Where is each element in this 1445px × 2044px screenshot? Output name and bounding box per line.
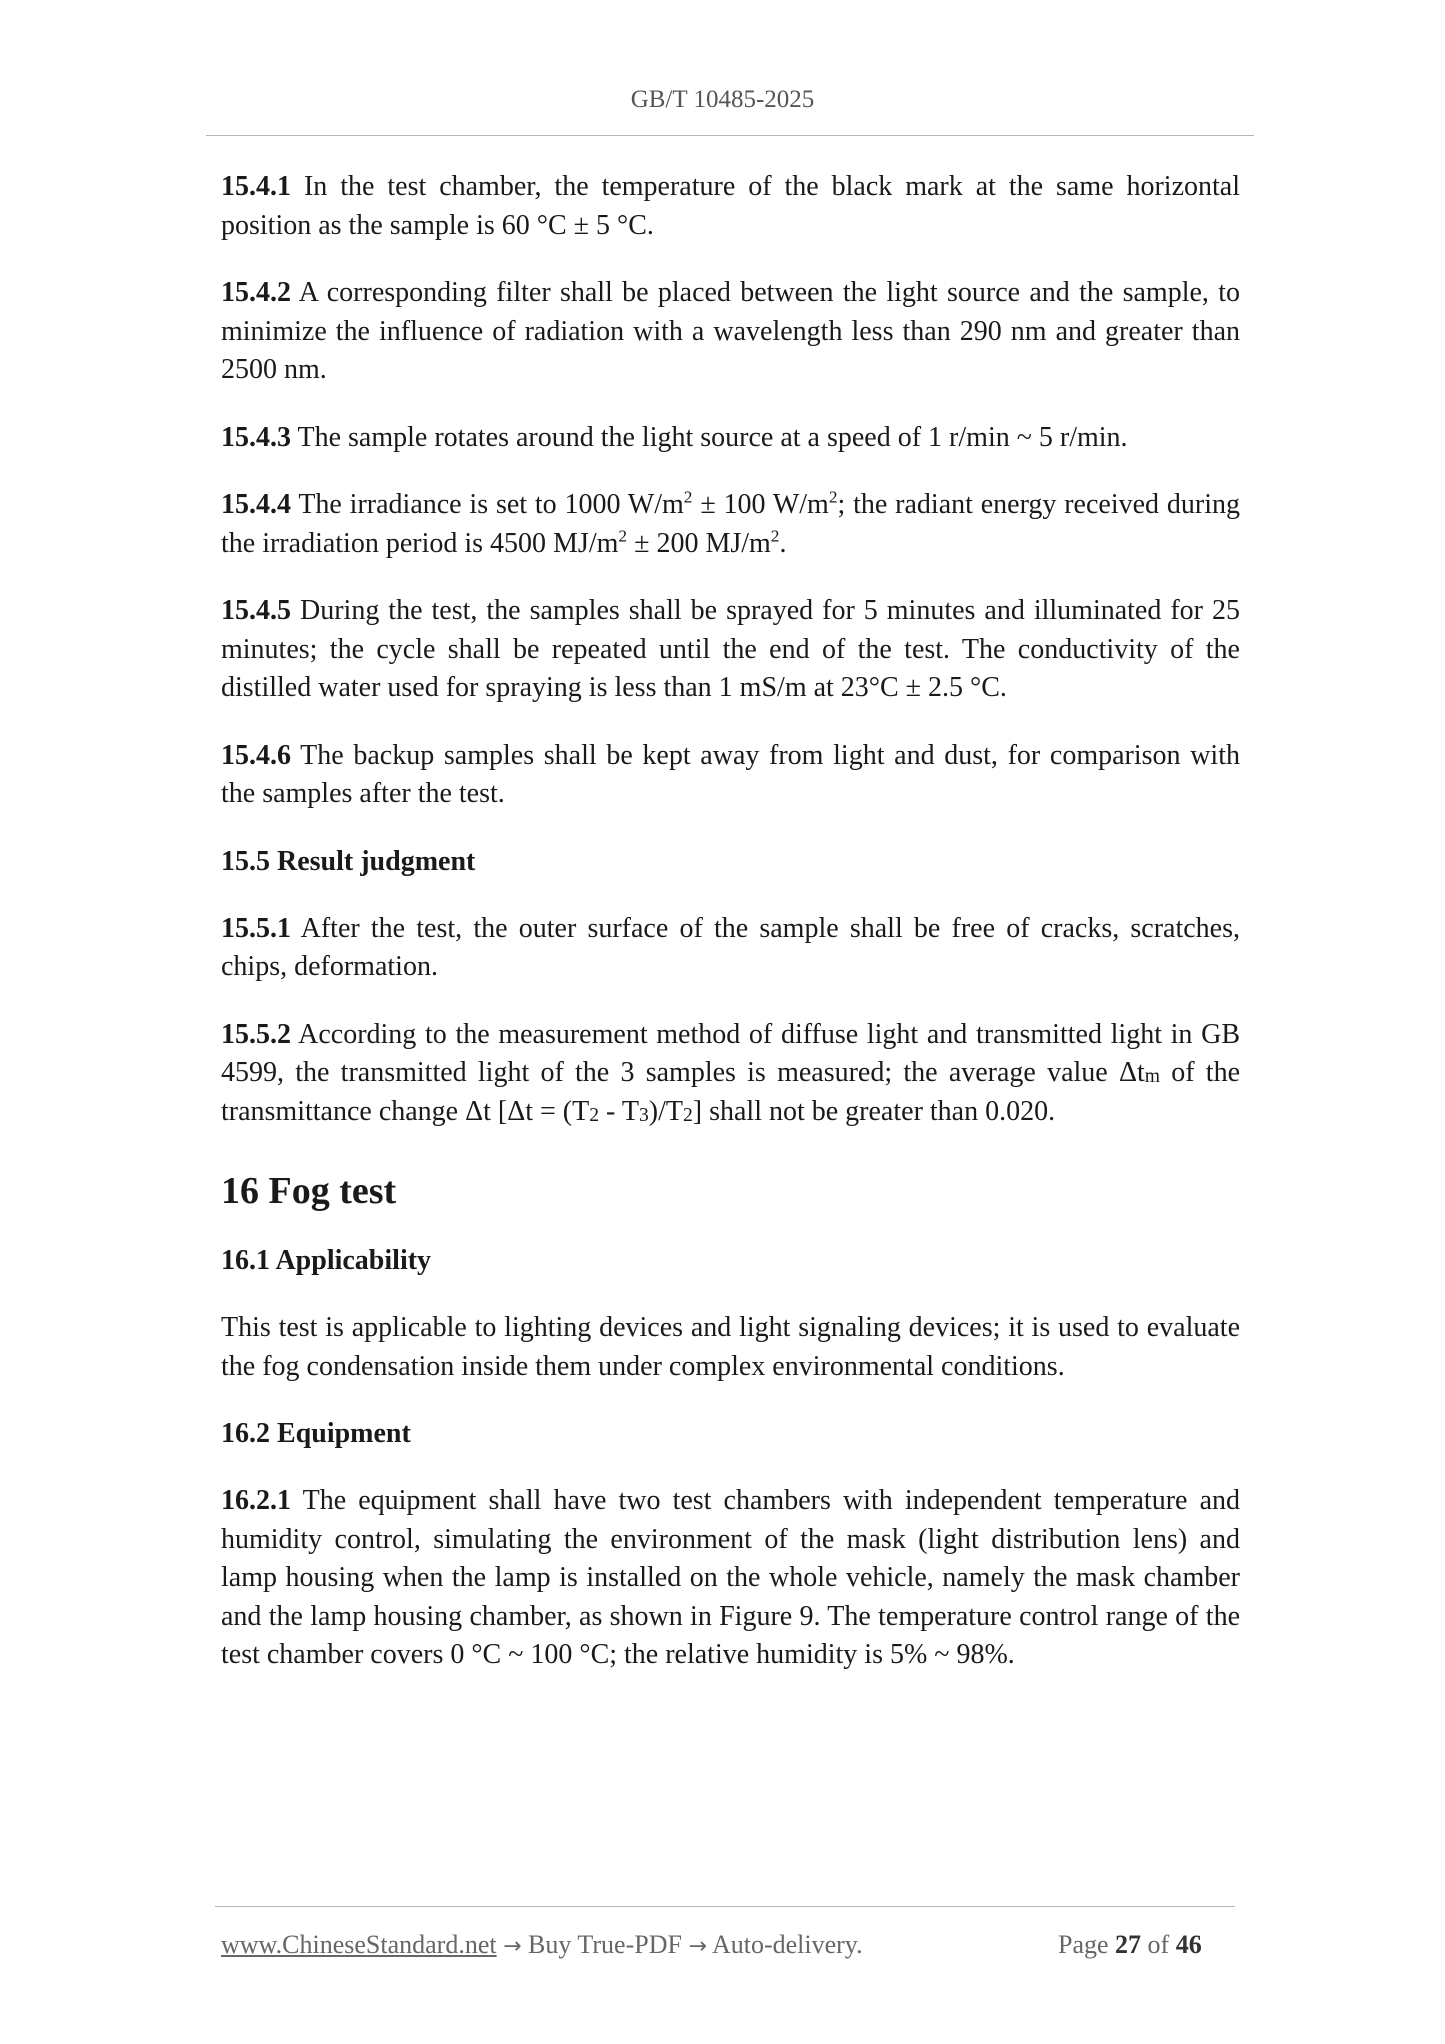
- clause-text: After the test, the outer surface of the sample shall be free of cracks, scratches, chips, deformation.: [221, 912, 1240, 982]
- superscript: 2: [683, 487, 693, 507]
- subscript: 2: [589, 1104, 600, 1126]
- clause-number: 15.4.6: [221, 739, 291, 771]
- subscript: m: [1144, 1065, 1160, 1087]
- clause-text: )/T: [648, 1095, 683, 1127]
- clause-number: 15.5.2: [221, 1018, 291, 1050]
- page-total: 46: [1175, 1930, 1202, 1959]
- clause-number: 15.4.2: [221, 277, 291, 308]
- clause-15-4-4: [221, 486, 1240, 563]
- clause-15-5-2: [221, 1016, 1240, 1132]
- clause-15-5-1: [221, 910, 1240, 987]
- subscript: 3: [638, 1104, 649, 1126]
- heading-16-1: 16.1 Applicability: [221, 1245, 432, 1276]
- superscript: 2: [770, 525, 780, 545]
- clause-15-4-3: [221, 419, 1240, 458]
- footer-divider: [215, 1906, 1235, 1907]
- header-divider: [206, 135, 1254, 136]
- clause-text: of the transmittance change Δt [Δt = (T: [221, 1057, 1241, 1127]
- clause-text: In the test chamber, the temperature of the black mark at the same horizontal position as the sample is 60 °C ± 5 °C.: [221, 171, 1240, 241]
- clause-16-2-1: [221, 1482, 1240, 1675]
- clause-number: 15.4.4: [221, 489, 291, 520]
- clause-text: ± 100 W/m: [692, 489, 829, 520]
- superscript: 2: [828, 487, 838, 507]
- clause-number: 15.4.3: [221, 421, 291, 453]
- clause-number: 15.4.1: [221, 171, 291, 202]
- clause-text: The sample rotates around the light source at a speed of 1 r/min ~ 5 r/min.: [291, 421, 1128, 453]
- clause-text: The backup samples shall be kept away from light and dust, for comparison with the samples after the test.: [221, 739, 1240, 809]
- page-number: 27: [1115, 1930, 1142, 1959]
- arrow-right-icon: →: [688, 1934, 707, 1959]
- clause-text: During the test, the samples shall be sprayed for 5 minutes and illuminated for 25 minutes; the cycle shall be repeated until the end of the test. The conductivity of the distilled water used for spraying is less than 1 mS/m at 23°C ± 2.5 °C.: [221, 595, 1240, 703]
- of-label: of: [1141, 1930, 1176, 1959]
- heading-16-2: 16.2 Equipment: [221, 1418, 411, 1449]
- site-link[interactable]: www.ChineseStandard.net: [221, 1930, 497, 1959]
- clause-15-4-2: [221, 274, 1240, 390]
- subscript: 2: [682, 1104, 693, 1126]
- clause-15-4-6: [221, 737, 1240, 814]
- clause-text: A corresponding filter shall be placed between the light source and the sample, to minimize the influence of radiation with a wavelength less than 290 nm and greater than 2500 nm.: [221, 277, 1240, 385]
- footer-promo: [221, 1930, 863, 1960]
- delivery-text: Auto-delivery.: [706, 1930, 863, 1959]
- clause-15-4-5: [221, 592, 1240, 708]
- clause-text: The irradiance is set to 1000 W/m: [291, 489, 684, 520]
- clause-15-4-1: [221, 168, 1240, 245]
- page-label: Page: [1058, 1930, 1116, 1959]
- clause-number: 15.5.1: [221, 912, 291, 944]
- header-title: GB/T 10485-2025: [630, 86, 815, 113]
- clause-text: ; the radiant energy received during the irradiation period is 4500 MJ/m: [221, 489, 1240, 559]
- clause-number: 15.4.5: [221, 595, 291, 626]
- paragraph-16-1: This test is applicable to lighting devices and light signaling devices; it is used to evaluate the fog condensation inside them under complex environmental conditions.: [221, 1312, 1240, 1382]
- buy-text: Buy True-PDF: [521, 1930, 689, 1959]
- clause-text: The equipment shall have two test chambers with independent temperature and humidity control, simulating the environment of the mask (light distribution lens) and lamp housing when the lamp is installed on the whole vehicle, namely the mask chamber and the lamp housing chamber, as shown in Figure 9. The temperature control range of the test chamber covers 0 °C ~ 100 °C; the relative humidity is 5% ~ 98%.: [221, 1485, 1240, 1670]
- clause-text: .: [779, 527, 787, 559]
- heading-15-5: 15.5 Result judgment: [221, 845, 476, 877]
- clause-text: ± 200 MJ/m: [627, 527, 771, 559]
- document-body: [221, 168, 1240, 1704]
- clause-text: According to the measurement method of diffuse light and transmitted light in GB 4599, the transmitted light of the 3 samples is measured; the average value Δt: [221, 1018, 1240, 1088]
- clause-text: ] shall not be greater than 0.020.: [692, 1095, 1056, 1127]
- clause-text: - T: [599, 1095, 639, 1127]
- superscript: 2: [618, 525, 628, 545]
- page-indicator: [1058, 1930, 1202, 1960]
- clause-number: 16.2.1: [221, 1485, 291, 1516]
- chapter-heading-16: 16 Fog test: [221, 1170, 397, 1212]
- arrow-right-icon: →: [503, 1934, 522, 1959]
